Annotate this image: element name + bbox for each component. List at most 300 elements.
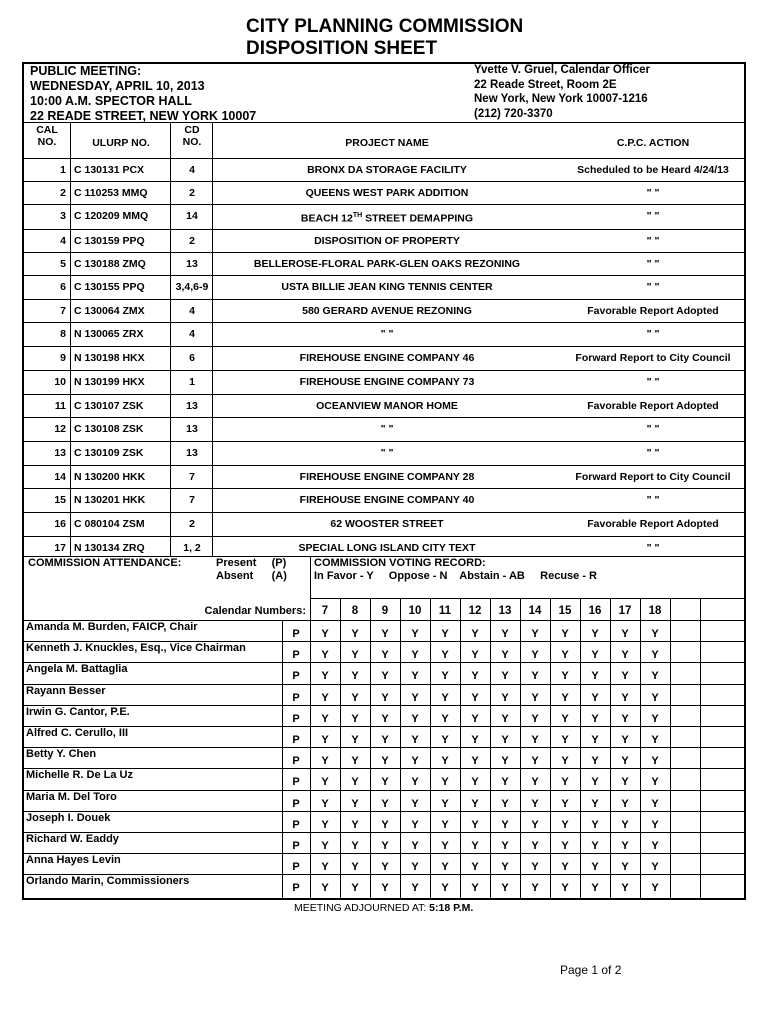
vote-mark: Y <box>441 776 449 789</box>
vote-mark: Y <box>651 649 659 662</box>
cd-number: 7 <box>189 471 195 483</box>
row-rule <box>22 536 746 537</box>
vote-mark: Y <box>621 649 629 662</box>
attendance-mark: P <box>292 861 300 874</box>
vote-mark: Y <box>381 734 389 746</box>
cal-number: 7 <box>60 305 66 317</box>
vote-mark: Y <box>321 818 329 831</box>
cd-number: 14 <box>186 210 198 222</box>
cpc-action: " " <box>646 258 660 270</box>
vote-mark: Y <box>561 755 569 768</box>
vote-mark: Y <box>531 628 539 640</box>
vote-mark: Y <box>531 776 539 789</box>
vote-mark: Y <box>501 776 509 789</box>
row-rule <box>22 441 746 442</box>
cpc-action: Scheduled to be Heard 4/24/13 <box>577 164 729 176</box>
attendance-mark: P <box>292 670 300 683</box>
row-rule <box>22 465 746 466</box>
document-title <box>246 16 523 60</box>
commissioner-name: Michelle R. De La Uz <box>26 769 133 782</box>
vote-mark: Y <box>441 861 449 874</box>
cd-number: 1 <box>189 376 195 388</box>
vote-mark: Y <box>531 882 539 895</box>
vote-mark: Y <box>651 712 659 725</box>
commissioner-name: Rayann Besser <box>26 684 106 697</box>
vote-mark: Y <box>651 691 659 704</box>
vote-mark: Y <box>381 840 389 852</box>
project-name-part: STREET DEMAPPING <box>362 212 474 225</box>
calendar-number: 7 <box>321 605 329 617</box>
vote-mark: Y <box>321 797 329 810</box>
ulurp-number: N 130201 HKK <box>74 494 146 506</box>
ulurp-number: N 130134 ZRQ <box>74 542 145 554</box>
cd-number: 7 <box>189 494 195 506</box>
meeting-line: WEDNESDAY, APRIL 10, 2013 <box>30 79 205 93</box>
vote-mark: Y <box>591 734 599 746</box>
vote-mark: Y <box>351 628 359 640</box>
vote-mark: Y <box>501 861 509 874</box>
vote-mark: Y <box>471 776 479 789</box>
row-rule <box>22 204 746 205</box>
vote-mark: Y <box>381 776 389 789</box>
member-row-rule <box>22 790 746 791</box>
commissioner-name: Maria M. Del Toro <box>26 790 117 803</box>
vote-mark: Y <box>531 755 539 768</box>
vote-mark: Y <box>381 691 389 704</box>
vote-mark: Y <box>321 712 329 725</box>
vote-mark: Y <box>321 861 329 874</box>
row-rule <box>22 158 746 159</box>
commissioner-name: Angela M. Battaglia <box>26 663 128 676</box>
vote-mark: Y <box>561 628 569 640</box>
attendance-present-legend: Present (P) <box>216 557 287 569</box>
ulurp-number: C 130109 ZSK <box>74 447 144 459</box>
commissioner-name: Irwin G. Cantor, P.E. <box>26 705 130 718</box>
vote-mark: Y <box>411 755 419 768</box>
cal-number: 8 <box>60 328 66 340</box>
vote-mark: Y <box>561 734 569 746</box>
attendance-mark: P <box>292 649 300 662</box>
cal-number: 5 <box>60 258 66 270</box>
vote-mark: Y <box>501 649 509 662</box>
vote-mark: Y <box>441 670 449 683</box>
vote-mark: Y <box>531 818 539 831</box>
ulurp-number: N 130198 HKX <box>74 352 145 364</box>
row-rule <box>22 394 746 395</box>
adjourned-label: MEETING ADJOURNED AT: <box>294 902 427 914</box>
officer-line: Yvette V. Gruel, Calendar Officer <box>474 64 650 76</box>
vote-mark: Y <box>471 712 479 725</box>
vote-mark: Y <box>381 628 389 640</box>
cpc-action: " " <box>646 281 660 293</box>
vote-mark: Y <box>321 734 329 746</box>
row-rule <box>22 370 746 371</box>
vote-mark: Y <box>441 882 449 895</box>
vote-mark: Y <box>471 797 479 810</box>
vote-mark: Y <box>321 649 329 662</box>
calendar-number: 12 <box>468 605 482 617</box>
title-line-1: CITY PLANNING COMMISSION <box>246 16 524 37</box>
member-row-rule <box>22 705 746 706</box>
vote-mark: Y <box>591 755 599 768</box>
vote-mark: Y <box>471 691 479 704</box>
ulurp-number: N 130065 ZRX <box>74 328 144 340</box>
attendance-mark: P <box>292 691 300 704</box>
vote-mark: Y <box>411 882 419 895</box>
vote-mark: Y <box>351 776 359 789</box>
vote-mark: Y <box>621 797 629 810</box>
vote-mark: Y <box>411 712 419 725</box>
ulurp-number: C 130108 ZSK <box>74 423 144 435</box>
vote-mark: Y <box>531 649 539 662</box>
row-rule <box>22 252 746 253</box>
vote-mark: Y <box>321 628 329 640</box>
vote-mark: Y <box>651 797 659 810</box>
cpc-action: Favorable Report Adopted <box>587 400 719 412</box>
vote-mark: Y <box>441 649 449 662</box>
project-name: FIREHOUSE ENGINE COMPANY 28 <box>299 471 475 483</box>
cpc-action: " " <box>646 447 660 459</box>
vote-mark: Y <box>501 628 509 640</box>
vote-mark: Y <box>591 797 599 810</box>
vote-mark: Y <box>411 840 419 852</box>
ulurp-number: C 130107 ZSK <box>74 400 144 412</box>
project-name: " " <box>380 328 394 340</box>
cpc-action: Forward Report to City Council <box>575 471 731 483</box>
cpc-action: Forward Report to City Council <box>575 352 731 364</box>
vote-mark: Y <box>591 670 599 683</box>
calendar-number: 11 <box>438 605 452 617</box>
cpc-action: " " <box>646 210 660 222</box>
vote-mark: Y <box>321 840 329 852</box>
calendar-number: 18 <box>648 605 662 617</box>
cpc-action: " " <box>646 376 660 388</box>
cpc-action: " " <box>646 328 660 340</box>
vote-mark: Y <box>621 670 629 683</box>
vote-mark: Y <box>531 712 539 725</box>
cd-number: 2 <box>189 187 195 199</box>
vote-mark: Y <box>381 818 389 831</box>
vote-mark: Y <box>441 840 449 852</box>
meeting-line: PUBLIC MEETING: <box>30 64 142 78</box>
vote-mark: Y <box>351 882 359 895</box>
vote-mark: Y <box>381 755 389 768</box>
cpc-action: Favorable Report Adopted <box>587 305 719 317</box>
header-ulurp: ULURP NO. <box>92 137 150 149</box>
vote-mark: Y <box>501 840 509 852</box>
project-name: OCEANVIEW MANOR HOME <box>316 400 458 412</box>
vote-mark: Y <box>381 861 389 874</box>
cpc-action: " " <box>646 542 660 554</box>
cal-number: 13 <box>54 447 66 459</box>
vote-mark: Y <box>591 691 599 704</box>
row-rule <box>22 346 746 347</box>
vote-mark: Y <box>591 818 599 831</box>
meeting-adjourned <box>294 902 473 914</box>
cpc-action: " " <box>646 423 660 435</box>
vote-mark: Y <box>501 797 509 810</box>
vote-mark: Y <box>471 818 479 831</box>
calendar-number: 15 <box>558 605 572 617</box>
vote-mark: Y <box>561 861 569 874</box>
cd-number: 4 <box>189 305 195 317</box>
vote-mark: Y <box>651 882 659 895</box>
member-row-rule <box>22 811 746 812</box>
cd-number: 4 <box>189 164 195 176</box>
vote-mark: Y <box>561 712 569 725</box>
attendance-mark: P <box>292 734 300 746</box>
member-row-rule <box>22 684 746 685</box>
cd-number: 1, 2 <box>183 542 201 554</box>
table-column-divider <box>212 122 213 556</box>
vote-mark: Y <box>471 755 479 768</box>
vote-mark: Y <box>471 649 479 662</box>
attendance-mark: P <box>292 755 300 768</box>
vote-mark: Y <box>561 649 569 662</box>
cal-number: 17 <box>54 542 66 554</box>
ulurp-number: C 110253 MMQ <box>74 187 148 199</box>
project-name: DISPOSITION OF PROPERTY <box>314 235 460 247</box>
vote-mark: Y <box>561 797 569 810</box>
vote-mark: Y <box>471 628 479 640</box>
row-rule <box>22 275 746 276</box>
calendar-number: 9 <box>381 605 389 617</box>
vote-mark: Y <box>321 755 329 768</box>
project-name: 62 WOOSTER STREET <box>330 518 444 530</box>
project-name-part: BEACH 12 <box>300 212 353 225</box>
cal-number: 4 <box>60 235 66 247</box>
row-rule <box>22 299 746 300</box>
vote-mark: Y <box>381 649 389 662</box>
vote-mark: Y <box>441 797 449 810</box>
attendance-mark: P <box>292 628 300 640</box>
commissioner-name: Betty Y. Chen <box>26 748 97 761</box>
cal-number: 9 <box>60 352 66 364</box>
project-name: " " <box>380 423 394 435</box>
vote-mark: Y <box>651 755 659 768</box>
vote-mark: Y <box>471 734 479 746</box>
header-action: C.P.C. ACTION <box>616 137 690 149</box>
vote-mark: Y <box>621 861 629 874</box>
vote-mark: Y <box>591 628 599 640</box>
cpc-action: Favorable Report Adopted <box>587 518 719 530</box>
vote-mark: Y <box>411 861 419 874</box>
vote-mark: Y <box>591 712 599 725</box>
cd-number: 2 <box>189 518 195 530</box>
vote-mark: Y <box>411 670 419 683</box>
project-name: FIREHOUSE ENGINE COMPANY 46 <box>299 352 475 364</box>
cd-number: 2 <box>189 235 195 247</box>
cal-number: 12 <box>54 423 66 435</box>
vote-mark: Y <box>621 691 629 704</box>
vote-mark: Y <box>651 670 659 683</box>
vote-mark: Y <box>351 691 359 704</box>
vote-mark: Y <box>501 755 509 768</box>
member-row-rule <box>22 832 746 833</box>
vote-mark: Y <box>561 670 569 683</box>
cd-number: 3,4,6-9 <box>175 281 209 293</box>
vote-mark: Y <box>561 691 569 704</box>
row-rule <box>22 181 746 182</box>
calendar-number: 13 <box>498 605 512 617</box>
vote-mark: Y <box>501 670 509 683</box>
ulurp-number: N 130200 HKK <box>74 471 146 483</box>
vote-mark: Y <box>471 882 479 895</box>
vote-mark: Y <box>321 691 329 704</box>
attendance-mark: P <box>292 712 300 725</box>
cal-number: 10 <box>54 376 66 388</box>
calendar-number: 8 <box>351 605 359 617</box>
cal-number: 6 <box>60 281 66 293</box>
vote-mark: Y <box>621 818 629 831</box>
project-name: SPECIAL LONG ISLAND CITY TEXT <box>298 542 476 554</box>
vote-mark: Y <box>411 691 419 704</box>
vote-mark: Y <box>651 776 659 789</box>
cal-number: 2 <box>60 187 66 199</box>
page-number: Page 1 of 2 <box>560 963 622 977</box>
ulurp-number: C 120209 MMQ <box>74 210 149 222</box>
member-row-rule <box>22 747 746 748</box>
vote-mark: Y <box>561 818 569 831</box>
commissioner-name: Orlando Marin, Commissioners <box>26 875 190 888</box>
cpc-action: " " <box>646 187 660 199</box>
vote-mark: Y <box>321 776 329 789</box>
attendance-label: COMMISSION ATTENDANCE: <box>28 557 182 569</box>
officer-line: (212) 720-3370 <box>474 107 553 120</box>
commissioner-name: Amanda M. Burden, FAICP, Chair <box>26 621 198 633</box>
cd-number: 4 <box>189 328 195 340</box>
attendance-mark: P <box>292 776 300 789</box>
calendar-number: 17 <box>618 605 632 617</box>
vote-mark: Y <box>381 882 389 895</box>
meeting-info <box>30 64 256 124</box>
cpc-action: " " <box>646 235 660 247</box>
ulurp-number: C 130188 ZMQ <box>74 258 146 270</box>
calendar-officer-info <box>474 63 650 121</box>
project-name: BELLEROSE-FLORAL PARK-GLEN OAKS REZONING <box>253 258 521 270</box>
vote-mark: Y <box>351 755 359 768</box>
row-rule <box>22 229 746 230</box>
cd-number: 13 <box>186 400 198 412</box>
cd-number: 13 <box>186 258 198 270</box>
ulurp-number: N 130199 HKX <box>74 376 145 388</box>
vote-mark: Y <box>351 670 359 683</box>
vote-mark: Y <box>621 776 629 789</box>
vote-mark: Y <box>441 755 449 768</box>
cd-number: 13 <box>186 423 198 435</box>
voting-grid-top-rule <box>310 598 746 599</box>
ulurp-number: C 130064 ZMX <box>74 305 145 317</box>
vote-mark: Y <box>591 840 599 852</box>
vote-mark: Y <box>501 712 509 725</box>
vote-mark: Y <box>531 691 539 704</box>
vote-mark: Y <box>621 882 629 895</box>
member-row-rule <box>22 726 746 727</box>
vote-mark: Y <box>381 670 389 683</box>
vote-mark: Y <box>651 818 659 831</box>
vote-mark: Y <box>411 818 419 831</box>
vote-mark: Y <box>381 797 389 810</box>
cd-number: 13 <box>186 447 198 459</box>
vote-mark: Y <box>351 861 359 874</box>
vote-mark: Y <box>531 840 539 852</box>
cal-number: 1 <box>60 164 66 176</box>
vote-mark: Y <box>321 670 329 683</box>
ulurp-number: C 130155 PPQ <box>74 281 145 293</box>
vote-mark: Y <box>351 712 359 725</box>
member-row-rule <box>22 853 746 854</box>
vote-mark: Y <box>351 797 359 810</box>
project-name: FIREHOUSE ENGINE COMPANY 73 <box>299 376 475 388</box>
header-cd: CD NO. <box>182 124 202 148</box>
attendance-mark: P <box>292 840 300 852</box>
adjourned-time: 5:18 P.M. <box>429 902 474 914</box>
meeting-line: 10:00 A.M. SPECTOR HALL <box>30 94 192 108</box>
title-line-2: DISPOSITION SHEET <box>246 38 438 59</box>
header-cal: CAL NO. <box>36 124 58 148</box>
calendar-numbers-label: Calendar Numbers: <box>204 605 306 617</box>
vote-mark: Y <box>381 712 389 725</box>
cal-number: 14 <box>54 471 66 483</box>
vote-mark: Y <box>651 734 659 746</box>
project-name: 580 GERARD AVENUE REZONING <box>302 305 472 317</box>
commissioner-name: Alfred C. Cerullo, III <box>26 727 129 739</box>
table-column-divider <box>170 122 171 556</box>
header-project: PROJECT NAME <box>345 137 429 149</box>
vote-mark: Y <box>351 649 359 662</box>
officer-line: 22 Reade Street, Room 2E <box>474 78 617 91</box>
row-rule <box>22 512 746 513</box>
project-name: FIREHOUSE ENGINE COMPANY 40 <box>299 494 475 506</box>
vote-mark: Y <box>501 734 509 746</box>
calendar-number: 10 <box>408 605 422 617</box>
vote-mark: Y <box>501 818 509 831</box>
vote-mark: Y <box>591 776 599 789</box>
project-name: USTA BILLIE JEAN KING TENNIS CENTER <box>281 281 493 293</box>
voting-record-title: COMMISSION VOTING RECORD: <box>314 557 486 569</box>
vote-mark: Y <box>471 670 479 683</box>
vote-mark: Y <box>531 734 539 746</box>
vote-mark: Y <box>411 734 419 746</box>
project-name <box>214 210 560 225</box>
attendance-absent-legend: Absent (A) <box>216 570 287 582</box>
voting-legend: In Favor - Y Oppose - N Abstain - AB Recuse - R <box>314 570 597 582</box>
project-name: QUEENS WEST PARK ADDITION <box>305 187 469 199</box>
vote-mark: Y <box>591 861 599 874</box>
project-name-superscript: TH <box>352 212 363 219</box>
vote-mark: Y <box>621 755 629 768</box>
commissioner-name: Kenneth J. Knuckles, Esq., Vice Chairman <box>26 642 246 655</box>
vote-mark: Y <box>411 649 419 662</box>
vote-mark: Y <box>591 649 599 662</box>
vote-mark: Y <box>351 818 359 831</box>
vote-mark: Y <box>411 628 419 640</box>
cal-number: 16 <box>54 518 66 530</box>
calendar-number: 16 <box>588 605 602 617</box>
vote-mark: Y <box>561 776 569 789</box>
vote-mark: Y <box>351 734 359 746</box>
vote-mark: Y <box>411 797 419 810</box>
vote-mark: Y <box>531 670 539 683</box>
vote-mark: Y <box>591 882 599 895</box>
vote-mark: Y <box>651 628 659 640</box>
vote-mark: Y <box>411 776 419 789</box>
header-rule <box>22 122 746 123</box>
vote-mark: Y <box>441 734 449 746</box>
vote-mark: Y <box>531 797 539 810</box>
vote-mark: Y <box>651 840 659 852</box>
row-rule <box>22 322 746 323</box>
